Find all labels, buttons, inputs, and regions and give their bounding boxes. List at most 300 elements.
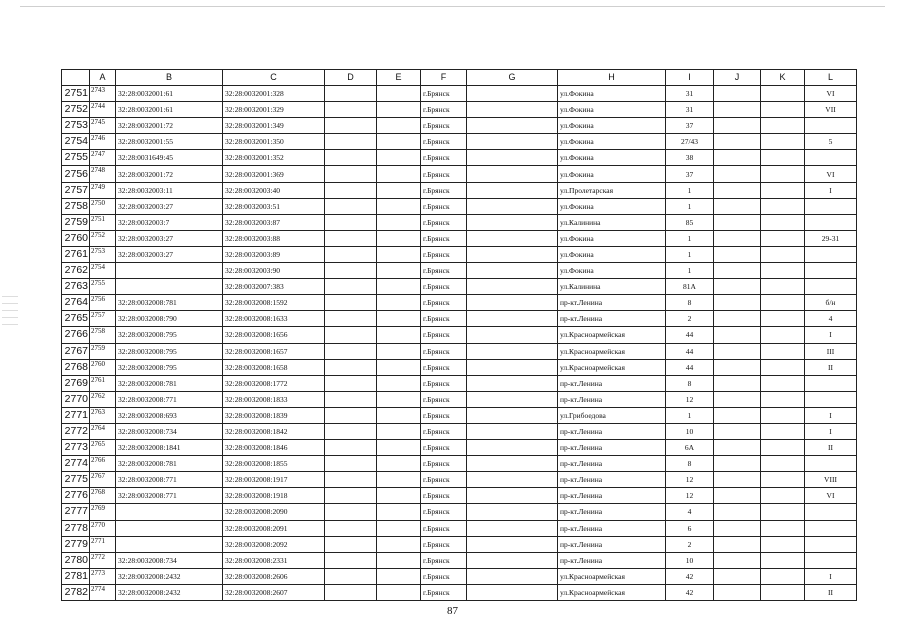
cell-c[interactable]: 32:28:0032008:1633 — [223, 311, 325, 327]
cell-h[interactable]: ул.Красноармейская — [558, 584, 666, 600]
row-number[interactable]: 2779 — [62, 536, 90, 552]
cell-l[interactable] — [805, 279, 857, 295]
cell-e[interactable] — [377, 504, 421, 520]
row-number[interactable]: 2756 — [62, 166, 90, 182]
cell-e[interactable] — [377, 311, 421, 327]
cell-c[interactable]: 32:28:0032008:1657 — [223, 343, 325, 359]
cell-h[interactable]: ул.Фокина — [558, 166, 666, 182]
cell-j[interactable] — [714, 584, 761, 600]
row-number[interactable]: 2774 — [62, 456, 90, 472]
cell-c[interactable]: 32:28:0032008:1839 — [223, 407, 325, 423]
cell-e[interactable] — [377, 440, 421, 456]
cell-e[interactable] — [377, 166, 421, 182]
cell-e[interactable] — [377, 343, 421, 359]
cell-g[interactable] — [467, 311, 558, 327]
cell-f[interactable]: г.Брянск — [421, 118, 467, 134]
cell-c[interactable]: 32:28:0032008:1658 — [223, 359, 325, 375]
cell-k[interactable] — [761, 488, 805, 504]
cell-i[interactable]: 42 — [666, 584, 714, 600]
cell-l[interactable]: II — [805, 359, 857, 375]
cell-k[interactable] — [761, 472, 805, 488]
cell-c[interactable]: 32:28:0032008:1855 — [223, 456, 325, 472]
row-number[interactable]: 2755 — [62, 150, 90, 166]
cell-e[interactable] — [377, 327, 421, 343]
cell-c[interactable]: 32:28:0032001:349 — [223, 118, 325, 134]
cell-k[interactable] — [761, 584, 805, 600]
cell-i[interactable]: 44 — [666, 359, 714, 375]
cell-j[interactable] — [714, 166, 761, 182]
cell-f[interactable]: г.Брянск — [421, 311, 467, 327]
cell-f[interactable]: г.Брянск — [421, 520, 467, 536]
cell-j[interactable] — [714, 182, 761, 198]
cell-g[interactable] — [467, 246, 558, 262]
cell-k[interactable] — [761, 102, 805, 118]
cell-c[interactable]: 32:28:0032008:1846 — [223, 440, 325, 456]
cell-j[interactable] — [714, 198, 761, 214]
cell-d[interactable] — [325, 102, 377, 118]
cell-h[interactable]: ул.Фокина — [558, 198, 666, 214]
cell-a[interactable]: 2766 — [90, 456, 116, 472]
cell-e[interactable] — [377, 86, 421, 102]
cell-j[interactable] — [714, 134, 761, 150]
cell-l[interactable] — [805, 150, 857, 166]
cell-l[interactable]: II — [805, 440, 857, 456]
cell-h[interactable]: ул.Красноармейская — [558, 327, 666, 343]
cell-j[interactable] — [714, 86, 761, 102]
cell-g[interactable] — [467, 134, 558, 150]
column-header-g[interactable]: G — [467, 70, 558, 86]
cell-b[interactable]: 32:28:0032003:27 — [116, 230, 223, 246]
cell-a[interactable]: 2769 — [90, 504, 116, 520]
cell-l[interactable]: VI — [805, 488, 857, 504]
cell-l[interactable] — [805, 552, 857, 568]
cell-a[interactable]: 2771 — [90, 536, 116, 552]
cell-k[interactable] — [761, 391, 805, 407]
cell-j[interactable] — [714, 375, 761, 391]
cell-e[interactable] — [377, 456, 421, 472]
cell-f[interactable]: г.Брянск — [421, 488, 467, 504]
cell-f[interactable]: г.Брянск — [421, 246, 467, 262]
cell-e[interactable] — [377, 536, 421, 552]
cell-a[interactable]: 2764 — [90, 423, 116, 439]
row-number[interactable]: 2766 — [62, 327, 90, 343]
column-header-c[interactable]: C — [223, 70, 325, 86]
cell-d[interactable] — [325, 327, 377, 343]
cell-h[interactable]: пр-кт.Ленина — [558, 423, 666, 439]
cell-f[interactable]: г.Брянск — [421, 182, 467, 198]
cell-g[interactable] — [467, 166, 558, 182]
cell-a[interactable]: 2767 — [90, 472, 116, 488]
cell-f[interactable]: г.Брянск — [421, 166, 467, 182]
cell-e[interactable] — [377, 182, 421, 198]
cell-a[interactable]: 2743 — [90, 86, 116, 102]
cell-k[interactable] — [761, 552, 805, 568]
cell-h[interactable]: пр-кт.Ленина — [558, 488, 666, 504]
cell-a[interactable]: 2755 — [90, 279, 116, 295]
cell-e[interactable] — [377, 423, 421, 439]
cell-k[interactable] — [761, 134, 805, 150]
cell-k[interactable] — [761, 295, 805, 311]
cell-h[interactable]: ул.Пролетарская — [558, 182, 666, 198]
cell-h[interactable]: пр-кт.Ленина — [558, 375, 666, 391]
cell-k[interactable] — [761, 182, 805, 198]
cell-l[interactable]: I — [805, 423, 857, 439]
cell-h[interactable]: ул.Калинина — [558, 214, 666, 230]
cell-g[interactable] — [467, 391, 558, 407]
cell-k[interactable] — [761, 230, 805, 246]
cell-h[interactable]: пр-кт.Ленина — [558, 504, 666, 520]
row-number[interactable]: 2782 — [62, 584, 90, 600]
cell-d[interactable] — [325, 391, 377, 407]
cell-g[interactable] — [467, 536, 558, 552]
cell-d[interactable] — [325, 134, 377, 150]
cell-b[interactable]: 32:28:0032008:771 — [116, 472, 223, 488]
row-number[interactable]: 2767 — [62, 343, 90, 359]
cell-i[interactable]: 8 — [666, 456, 714, 472]
row-number[interactable]: 2778 — [62, 520, 90, 536]
cell-c[interactable]: 32:28:0032003:90 — [223, 263, 325, 279]
cell-b[interactable]: 32:28:0032001:61 — [116, 102, 223, 118]
cell-k[interactable] — [761, 440, 805, 456]
row-number[interactable]: 2759 — [62, 214, 90, 230]
cell-b[interactable] — [116, 504, 223, 520]
cell-a[interactable]: 2749 — [90, 182, 116, 198]
cell-c[interactable]: 32:28:0032008:2607 — [223, 584, 325, 600]
cell-j[interactable] — [714, 102, 761, 118]
cell-h[interactable]: ул.Фокина — [558, 246, 666, 262]
cell-h[interactable]: пр-кт.Ленина — [558, 311, 666, 327]
row-number[interactable]: 2777 — [62, 504, 90, 520]
cell-e[interactable] — [377, 295, 421, 311]
cell-g[interactable] — [467, 552, 558, 568]
cell-f[interactable]: г.Брянск — [421, 536, 467, 552]
row-number[interactable]: 2757 — [62, 182, 90, 198]
cell-c[interactable]: 32:28:0032008:2606 — [223, 568, 325, 584]
cell-b[interactable]: 32:28:0032008:734 — [116, 552, 223, 568]
cell-j[interactable] — [714, 472, 761, 488]
cell-c[interactable]: 32:28:0032003:87 — [223, 214, 325, 230]
cell-c[interactable]: 32:28:0032001:350 — [223, 134, 325, 150]
cell-e[interactable] — [377, 230, 421, 246]
cell-d[interactable] — [325, 263, 377, 279]
cell-i[interactable]: 85 — [666, 214, 714, 230]
cell-a[interactable]: 2745 — [90, 118, 116, 134]
cell-d[interactable] — [325, 488, 377, 504]
cell-e[interactable] — [377, 134, 421, 150]
cell-b[interactable]: 32:28:0032001:72 — [116, 166, 223, 182]
cell-l[interactable]: III — [805, 343, 857, 359]
cell-f[interactable]: г.Брянск — [421, 423, 467, 439]
cell-g[interactable] — [467, 230, 558, 246]
cell-i[interactable]: 1 — [666, 198, 714, 214]
cell-c[interactable]: 32:28:0032008:1842 — [223, 423, 325, 439]
cell-a[interactable]: 2770 — [90, 520, 116, 536]
cell-b[interactable]: 32:28:0032008:771 — [116, 488, 223, 504]
cell-j[interactable] — [714, 488, 761, 504]
cell-k[interactable] — [761, 359, 805, 375]
cell-e[interactable] — [377, 375, 421, 391]
cell-g[interactable] — [467, 295, 558, 311]
cell-a[interactable]: 2773 — [90, 568, 116, 584]
cell-a[interactable]: 2763 — [90, 407, 116, 423]
cell-b[interactable] — [116, 520, 223, 536]
row-number[interactable]: 2758 — [62, 198, 90, 214]
cell-f[interactable]: г.Брянск — [421, 407, 467, 423]
cell-g[interactable] — [467, 520, 558, 536]
cell-a[interactable]: 2748 — [90, 166, 116, 182]
column-header-k[interactable]: K — [761, 70, 805, 86]
cell-c[interactable]: 32:28:0032003:40 — [223, 182, 325, 198]
cell-k[interactable] — [761, 198, 805, 214]
cell-e[interactable] — [377, 584, 421, 600]
cell-l[interactable] — [805, 520, 857, 536]
row-number[interactable]: 2763 — [62, 279, 90, 295]
cell-j[interactable] — [714, 423, 761, 439]
cell-f[interactable]: г.Брянск — [421, 472, 467, 488]
cell-h[interactable]: ул.Красноармейская — [558, 359, 666, 375]
cell-d[interactable] — [325, 536, 377, 552]
cell-j[interactable] — [714, 440, 761, 456]
cell-j[interactable] — [714, 246, 761, 262]
cell-f[interactable]: г.Брянск — [421, 230, 467, 246]
cell-j[interactable] — [714, 568, 761, 584]
cell-d[interactable] — [325, 552, 377, 568]
cell-c[interactable]: 32:28:0032008:2091 — [223, 520, 325, 536]
cell-g[interactable] — [467, 568, 558, 584]
cell-f[interactable]: г.Брянск — [421, 150, 467, 166]
cell-j[interactable] — [714, 391, 761, 407]
cell-c[interactable]: 32:28:0032008:1772 — [223, 375, 325, 391]
cell-h[interactable]: пр-кт.Ленина — [558, 520, 666, 536]
row-number[interactable]: 2754 — [62, 134, 90, 150]
cell-l[interactable]: VII — [805, 102, 857, 118]
cell-f[interactable]: г.Брянск — [421, 568, 467, 584]
cell-f[interactable]: г.Брянск — [421, 327, 467, 343]
cell-k[interactable] — [761, 279, 805, 295]
cell-i[interactable]: 37 — [666, 118, 714, 134]
cell-e[interactable] — [377, 150, 421, 166]
cell-e[interactable] — [377, 488, 421, 504]
cell-f[interactable]: г.Брянск — [421, 279, 467, 295]
row-number[interactable]: 2752 — [62, 102, 90, 118]
cell-g[interactable] — [467, 198, 558, 214]
cell-i[interactable]: 2 — [666, 311, 714, 327]
row-number[interactable]: 2773 — [62, 440, 90, 456]
cell-k[interactable] — [761, 311, 805, 327]
cell-f[interactable]: г.Брянск — [421, 375, 467, 391]
cell-i[interactable]: 1 — [666, 230, 714, 246]
cell-d[interactable] — [325, 456, 377, 472]
cell-b[interactable]: 32:28:0032008:2432 — [116, 568, 223, 584]
cell-g[interactable] — [467, 423, 558, 439]
cell-i[interactable]: 31 — [666, 86, 714, 102]
cell-b[interactable]: 32:28:0032008:781 — [116, 456, 223, 472]
cell-l[interactable] — [805, 246, 857, 262]
cell-f[interactable]: г.Брянск — [421, 214, 467, 230]
column-header-f[interactable]: F — [421, 70, 467, 86]
cell-d[interactable] — [325, 150, 377, 166]
cell-j[interactable] — [714, 504, 761, 520]
cell-h[interactable]: ул.Фокина — [558, 263, 666, 279]
row-number[interactable]: 2769 — [62, 375, 90, 391]
cell-b[interactable]: 32:28:0032008:693 — [116, 407, 223, 423]
cell-c[interactable]: 32:28:0032007:383 — [223, 279, 325, 295]
corner-cell[interactable] — [62, 70, 90, 86]
cell-d[interactable] — [325, 423, 377, 439]
cell-e[interactable] — [377, 391, 421, 407]
cell-d[interactable] — [325, 311, 377, 327]
cell-g[interactable] — [467, 343, 558, 359]
cell-l[interactable] — [805, 214, 857, 230]
cell-l[interactable] — [805, 263, 857, 279]
row-number[interactable]: 2775 — [62, 472, 90, 488]
cell-h[interactable]: пр-кт.Ленина — [558, 295, 666, 311]
cell-h[interactable]: ул.Красноармейская — [558, 568, 666, 584]
cell-d[interactable] — [325, 230, 377, 246]
column-header-j[interactable]: J — [714, 70, 761, 86]
cell-j[interactable] — [714, 118, 761, 134]
cell-e[interactable] — [377, 552, 421, 568]
cell-b[interactable]: 32:28:0032008:2432 — [116, 584, 223, 600]
row-number[interactable]: 2768 — [62, 359, 90, 375]
cell-h[interactable]: пр-кт.Ленина — [558, 472, 666, 488]
row-number[interactable]: 2760 — [62, 230, 90, 246]
cell-j[interactable] — [714, 343, 761, 359]
cell-f[interactable]: г.Брянск — [421, 584, 467, 600]
cell-j[interactable] — [714, 520, 761, 536]
cell-j[interactable] — [714, 263, 761, 279]
cell-e[interactable] — [377, 520, 421, 536]
cell-a[interactable]: 2753 — [90, 246, 116, 262]
cell-i[interactable]: 81А — [666, 279, 714, 295]
cell-j[interactable] — [714, 214, 761, 230]
cell-c[interactable]: 32:28:0032003:89 — [223, 246, 325, 262]
cell-d[interactable] — [325, 279, 377, 295]
cell-a[interactable]: 2746 — [90, 134, 116, 150]
cell-g[interactable] — [467, 359, 558, 375]
cell-d[interactable] — [325, 182, 377, 198]
cell-g[interactable] — [467, 407, 558, 423]
cell-d[interactable] — [325, 375, 377, 391]
cell-a[interactable]: 2760 — [90, 359, 116, 375]
cell-h[interactable]: пр-кт.Ленина — [558, 456, 666, 472]
cell-k[interactable] — [761, 536, 805, 552]
cell-c[interactable]: 32:28:0032008:2331 — [223, 552, 325, 568]
cell-b[interactable]: 32:28:0032008:795 — [116, 359, 223, 375]
cell-b[interactable]: 32:28:0031649:45 — [116, 150, 223, 166]
cell-i[interactable]: 8 — [666, 295, 714, 311]
cell-e[interactable] — [377, 472, 421, 488]
cell-e[interactable] — [377, 568, 421, 584]
cell-l[interactable] — [805, 504, 857, 520]
cell-j[interactable] — [714, 279, 761, 295]
cell-l[interactable]: II — [805, 584, 857, 600]
cell-d[interactable] — [325, 407, 377, 423]
cell-e[interactable] — [377, 359, 421, 375]
cell-k[interactable] — [761, 86, 805, 102]
cell-g[interactable] — [467, 440, 558, 456]
cell-c[interactable]: 32:28:0032008:1592 — [223, 295, 325, 311]
cell-a[interactable]: 2757 — [90, 311, 116, 327]
cell-i[interactable]: 42 — [666, 568, 714, 584]
cell-j[interactable] — [714, 456, 761, 472]
cell-f[interactable]: г.Брянск — [421, 198, 467, 214]
cell-g[interactable] — [467, 279, 558, 295]
cell-d[interactable] — [325, 118, 377, 134]
cell-c[interactable]: 32:28:0032008:1656 — [223, 327, 325, 343]
cell-k[interactable] — [761, 214, 805, 230]
cell-h[interactable]: ул.Фокина — [558, 230, 666, 246]
cell-h[interactable]: ул.Фокина — [558, 86, 666, 102]
cell-h[interactable]: ул.Фокина — [558, 134, 666, 150]
cell-e[interactable] — [377, 102, 421, 118]
cell-l[interactable]: 29-31 — [805, 230, 857, 246]
cell-f[interactable]: г.Брянск — [421, 295, 467, 311]
cell-b[interactable]: 32:28:0032001:61 — [116, 86, 223, 102]
cell-a[interactable]: 2754 — [90, 263, 116, 279]
cell-b[interactable]: 32:28:0032008:781 — [116, 295, 223, 311]
cell-h[interactable]: пр-кт.Ленина — [558, 440, 666, 456]
cell-i[interactable]: 44 — [666, 327, 714, 343]
cell-k[interactable] — [761, 407, 805, 423]
cell-c[interactable]: 32:28:0032003:88 — [223, 230, 325, 246]
cell-k[interactable] — [761, 327, 805, 343]
cell-b[interactable]: 32:28:0032003:11 — [116, 182, 223, 198]
cell-a[interactable]: 2744 — [90, 102, 116, 118]
column-header-d[interactable]: D — [325, 70, 377, 86]
cell-i[interactable]: 12 — [666, 391, 714, 407]
cell-i[interactable]: 12 — [666, 488, 714, 504]
cell-f[interactable]: г.Брянск — [421, 504, 467, 520]
cell-k[interactable] — [761, 456, 805, 472]
cell-j[interactable] — [714, 536, 761, 552]
cell-h[interactable]: пр-кт.Ленина — [558, 391, 666, 407]
cell-c[interactable]: 32:28:0032008:2090 — [223, 504, 325, 520]
cell-h[interactable]: ул.Фокина — [558, 118, 666, 134]
cell-d[interactable] — [325, 584, 377, 600]
cell-k[interactable] — [761, 246, 805, 262]
cell-f[interactable]: г.Брянск — [421, 359, 467, 375]
cell-g[interactable] — [467, 86, 558, 102]
column-header-l[interactable]: L — [805, 70, 857, 86]
cell-j[interactable] — [714, 230, 761, 246]
cell-k[interactable] — [761, 166, 805, 182]
column-header-e[interactable]: E — [377, 70, 421, 86]
cell-d[interactable] — [325, 166, 377, 182]
cell-i[interactable]: 6А — [666, 440, 714, 456]
cell-d[interactable] — [325, 343, 377, 359]
cell-e[interactable] — [377, 263, 421, 279]
cell-l[interactable] — [805, 375, 857, 391]
cell-i[interactable]: 1 — [666, 263, 714, 279]
cell-c[interactable]: 32:28:0032008:1833 — [223, 391, 325, 407]
row-number[interactable]: 2761 — [62, 246, 90, 262]
cell-g[interactable] — [467, 456, 558, 472]
cell-i[interactable]: 12 — [666, 472, 714, 488]
column-header-a[interactable]: A — [90, 70, 116, 86]
cell-h[interactable]: ул.Калинина — [558, 279, 666, 295]
cell-f[interactable]: г.Брянск — [421, 134, 467, 150]
cell-k[interactable] — [761, 150, 805, 166]
cell-l[interactable] — [805, 456, 857, 472]
cell-l[interactable]: 5 — [805, 134, 857, 150]
cell-l[interactable]: I — [805, 568, 857, 584]
cell-k[interactable] — [761, 423, 805, 439]
cell-i[interactable]: 37 — [666, 166, 714, 182]
cell-c[interactable]: 32:28:0032001:369 — [223, 166, 325, 182]
cell-g[interactable] — [467, 488, 558, 504]
cell-b[interactable] — [116, 279, 223, 295]
